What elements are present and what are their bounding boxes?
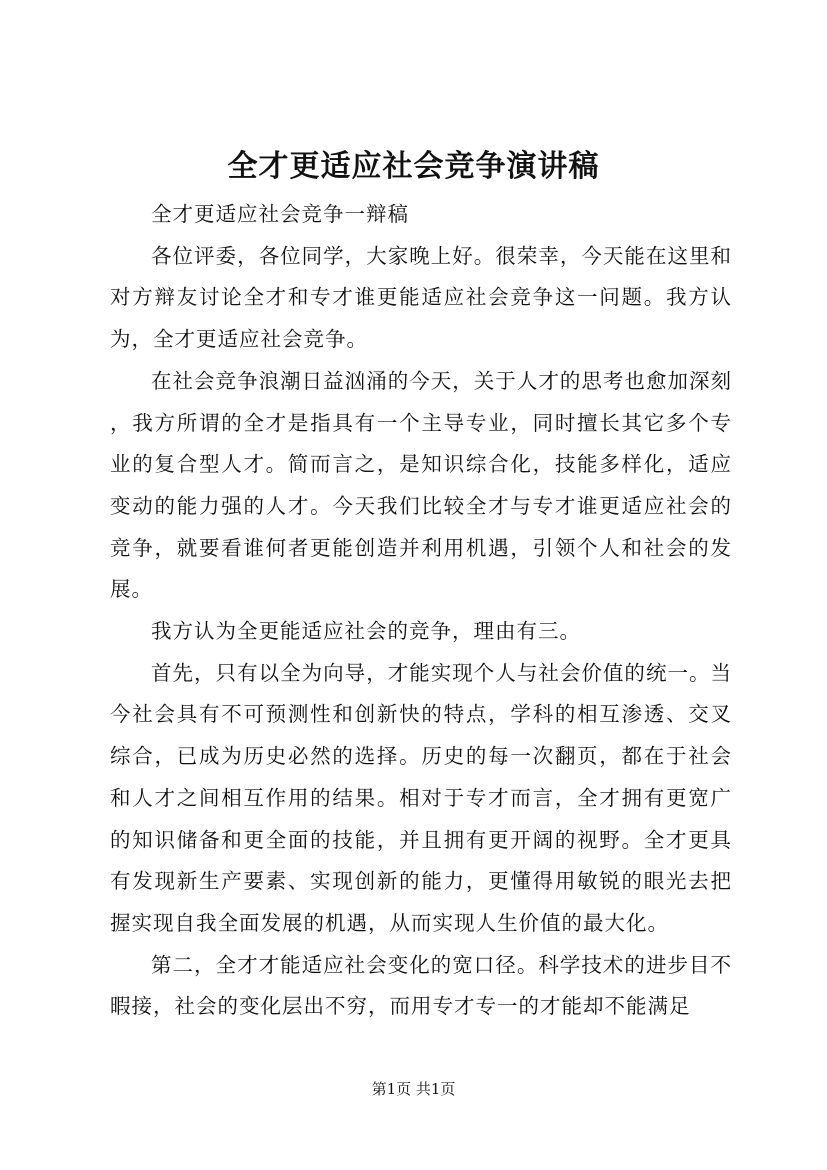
- paragraph-greeting: 各位评委，各位同学，大家晚上好。很荣幸，今天能在这里和对方辩友讨论全才和专才谁更能适应社会竞争这一问题。我方认为，全才更适应社会竞争。: [110, 243, 732, 352]
- page-footer: 第1页 共1页: [371, 1080, 456, 1098]
- paragraph-first-reason: 首先，只有以全为向导，才能实现个人与社会价值的统一。当今社会具有不可预测性和创新快的特点，学科的相互渗透、交叉综合，已成为历史必然的选择。历史的每一次翻页，都在于社会和人才之间相互作用的结果。相对于专才而言，全才拥有更宽广的知识储备和更全面的技能，并且拥有更开阔的视野。全才更具有发现新生产要素、实现创新的能力，更懂得用敏锐的眼光去把握实现自我全面发展的机遇，从而实现人生价值的最大化。: [110, 660, 732, 935]
- document-body: [110, 194, 732, 1028]
- paragraph-second-reason: 第二，全才才能适应社会变化的宽口径。科学技术的进步目不暇接，社会的变化层出不穷，而用专才专一的才能却不能满足: [110, 952, 732, 1019]
- document-title: 全才更适应社会竞争演讲稿: [227, 149, 600, 184]
- paragraph-definition: 在社会竞争浪潮日益汹涌的今天，关于人才的思考也愈加深刻，我方所谓的全才是指具有一个主导专业，同时擅长其它多个专业的复合型人才。简而言之，是知识综合化，技能多样化，适应变动的能力强的人才。今天我们比较全才与专才谁更适应社会的竞争，就要看谁何者更能创造并利用机遇，引领个人和社会的发展。: [110, 368, 732, 602]
- paragraph-subtitle: 全才更适应社会竞争一辩稿: [151, 202, 409, 226]
- paragraph-thesis: 我方认为全更能适应社会的竞争，理由有三。: [151, 619, 581, 644]
